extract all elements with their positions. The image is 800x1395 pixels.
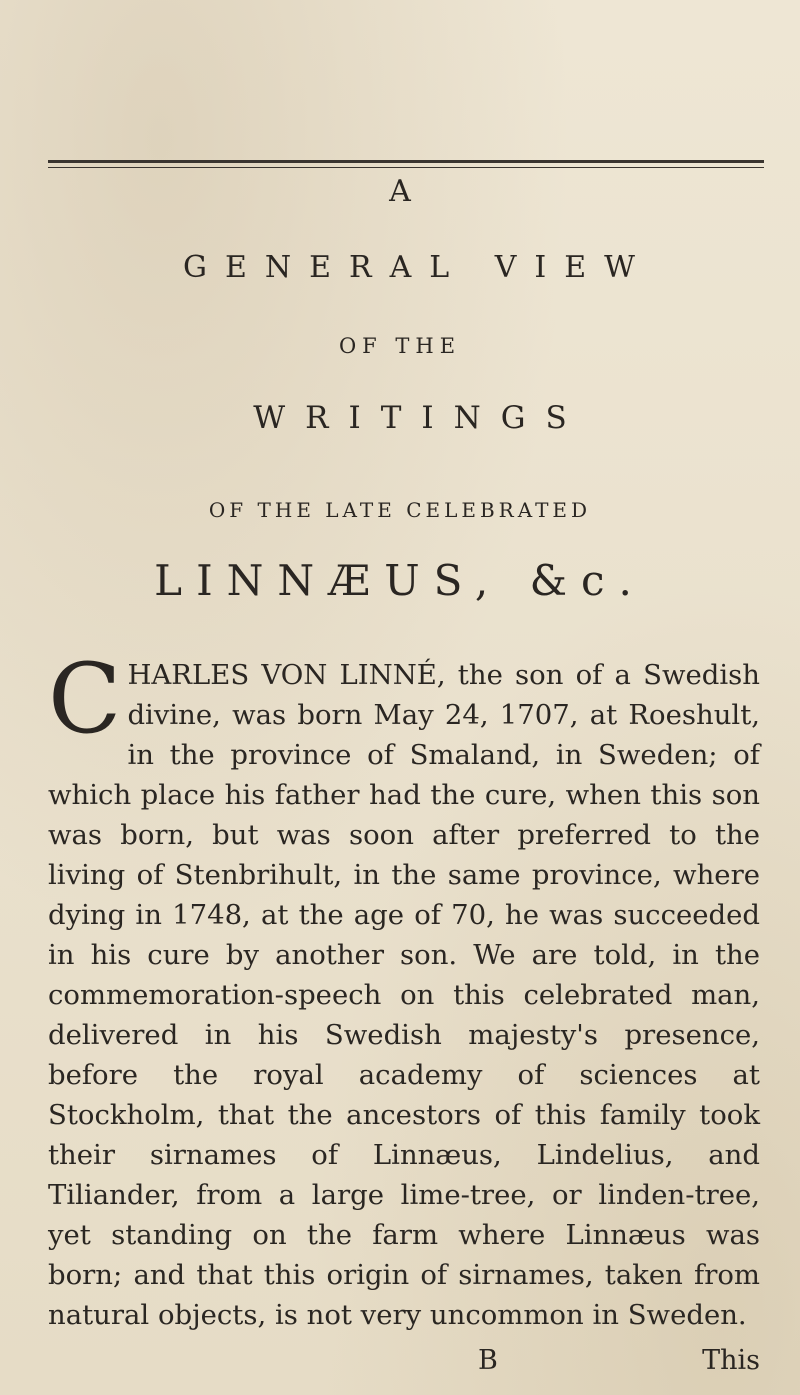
body-paragraph	[48, 643, 760, 1335]
title-linnaeus: LINNÆUS, &c.	[154, 556, 646, 605]
head-rule-thin	[48, 167, 764, 168]
title-general-view: GENERAL VIEW	[183, 250, 653, 285]
title-of-the: OF THE	[338, 334, 462, 358]
page-footer	[48, 1345, 760, 1385]
title-article: A	[389, 174, 411, 209]
title-writings: WRITINGS	[253, 400, 587, 436]
title-late-celebrated: OF THE LATE CELEBRATED	[208, 498, 592, 522]
head-rule-thick	[48, 160, 764, 163]
body-text: HARLES VON LINNÉ, the son of a Swedish divine, was born May 24, 1707, at Roeshult, in the province of Smaland, in Sweden; of which place his father had the cure, when this son was born, but was soon after preferred to the living of Stenbrihult, in the same province, where dying in 1748, at the age of 70, he was succeeded in his cure by another son. We are told, in the commemoration-speech on this celebrated man, delivered in his Swedish majesty's presence, before the royal academy of sciences at Stockholm, that the ancestors of this family took their sirnames of Linnæus, Lindelius, and Tiliander, from a large lime-tree, or linden-tree, yet standing on the farm where Linnæus was born; and that this origin of sirnames, taken from natural objects, is not very uncommon in Sweden.	[48, 659, 760, 1331]
catchword: This	[702, 1345, 760, 1376]
drop-cap: C	[48, 643, 122, 755]
signature-mark: B	[478, 1345, 498, 1376]
